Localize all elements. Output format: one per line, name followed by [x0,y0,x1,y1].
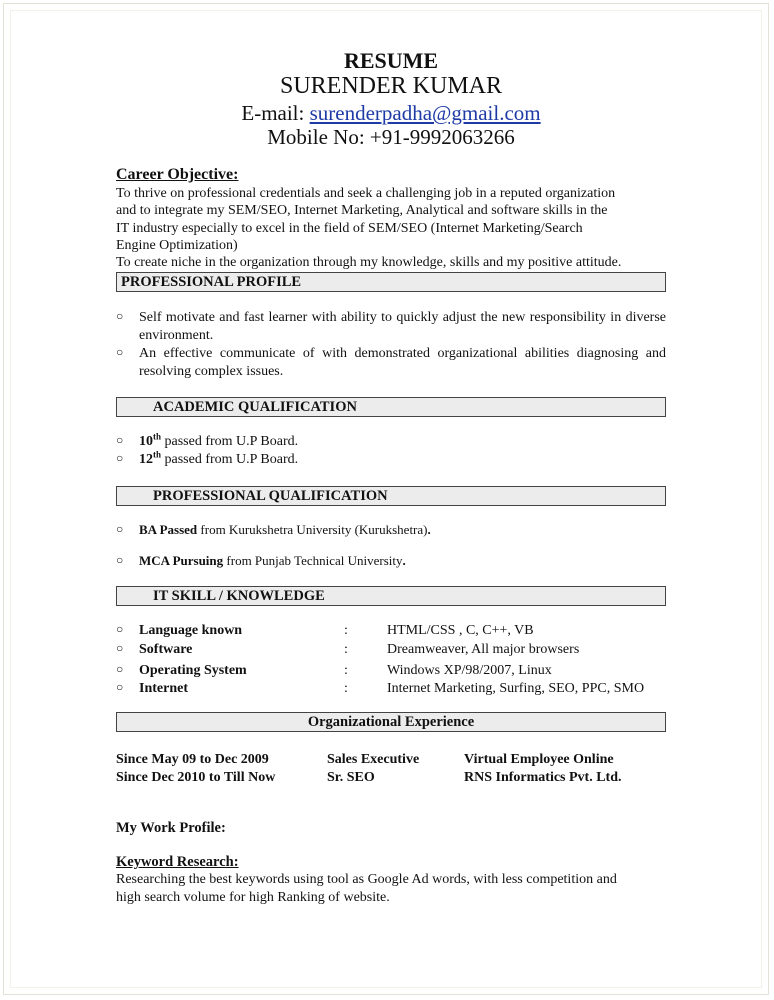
resume-header [116,48,666,149]
skill-colon: : [344,641,348,657]
skill-value: HTML/CSS , C, C++, VB [387,623,534,639]
degree-period: . [402,552,406,568]
skill-colon: : [344,662,348,678]
professional-qualification-header: PROFESSIONAL QUALIFICATION [116,486,666,506]
skill-colon: : [344,681,348,697]
email-link[interactable]: surenderpadha@gmail.com [309,100,541,125]
experience-company: Virtual Employee Online [464,752,614,768]
objective-line: IT industry especially to excel in the field of SEM/SEO (Internet Marketing/Search [116,220,583,236]
circle-bullet-icon: ○ [116,552,124,567]
skill-row [116,680,666,698]
degree-detail: from Kurukshetra University (Kurukshetra) [197,522,428,538]
circle-bullet-icon: ○ [116,640,124,655]
objective-line: To create niche in the organization through my knowledge, skills and my positive attitude. [116,255,622,271]
keyword-research-text [116,871,666,906]
career-objective-section [116,165,666,272]
degree-name: BA Passed [139,522,198,538]
academic-item-text: passed from U.P Board. [161,452,299,468]
email-label: E-mail: [241,100,310,125]
objective-line: and to integrate my SEM/SEO, Internet Marketing, Analytical and software skills in the [116,203,608,219]
circle-bullet-icon: ○ [116,308,124,323]
professional-profile-list [116,309,666,381]
organizational-experience-header: Organizational Experience [116,712,666,732]
skill-row [116,641,666,659]
profile-item-text: An effective communicate of with demonstrated organizational abilities diagnosing and resolving complex issues. [139,345,666,379]
career-objective-title: Career Objective: [116,166,239,184]
class-number: 12 [139,452,153,468]
skill-value: Windows XP/98/2007, Linux [387,662,552,678]
experience-list [116,751,666,786]
list-item [116,522,666,539]
list-item [116,309,666,345]
academic-list [116,433,666,469]
list-item [116,451,666,469]
professional-qualification-list [116,522,666,569]
circle-bullet-icon: ○ [116,344,124,359]
degree-period: . [427,522,431,538]
experience-role: Sr. SEO [327,769,375,785]
professional-profile-header: PROFESSIONAL PROFILE [116,272,666,292]
class-number: 10 [139,434,153,450]
resume-title: RESUME [343,48,439,73]
list-item [116,553,666,570]
circle-bullet-icon: ○ [116,680,124,695]
ordinal-suffix: th [153,449,162,460]
it-skill-list [116,622,666,698]
keyword-research-title: Keyword Research: [116,854,239,871]
skill-row [116,622,666,640]
keyword-research-line: high search volume for high Ranking of website. [116,889,390,905]
skill-label: Language known [139,623,243,639]
circle-bullet-icon: ○ [116,522,124,537]
list-item [116,433,666,451]
experience-period: Since May 09 to Dec 2009 [116,752,269,768]
keyword-research-line: Researching the best keywords using tool as Google Ad words, with less competition and [116,872,617,888]
resume-document [116,48,666,906]
circle-bullet-icon: ○ [116,661,124,676]
ordinal-suffix: th [153,431,162,442]
email-line [116,101,666,125]
skill-label: Operating System [139,662,247,678]
list-item [116,345,666,381]
objective-line: Engine Optimization) [116,238,238,254]
experience-period: Since Dec 2010 to Till Now [116,769,276,785]
it-skill-header: IT SKILL / KNOWLEDGE [116,586,666,606]
circle-bullet-icon: ○ [116,451,124,466]
degree-detail: from Punjab Technical University [223,552,403,568]
experience-row [116,751,666,769]
skill-value: Internet Marketing, Surfing, SEO, PPC, SMO [387,681,645,697]
degree-name: MCA Pursuing [139,552,224,568]
mobile-line: Mobile No: +91-9992063266 [267,125,515,150]
candidate-name: SURENDER KUMAR [279,73,503,100]
circle-bullet-icon: ○ [116,433,124,448]
work-profile-title: My Work Profile: [116,820,226,837]
objective-line: To thrive on professional credentials and seek a challenging job in a reputed organization [116,186,616,201]
skill-value: Dreamweaver, All major browsers [387,641,580,657]
experience-company: RNS Informatics Pvt. Ltd. [464,769,622,785]
skill-label: Software [139,641,193,657]
skill-colon: : [344,623,348,639]
experience-role: Sales Executive [327,752,420,768]
academic-qualification-header: ACADEMIC QUALIFICATION [116,397,666,417]
experience-row [116,769,666,787]
skill-row [116,662,666,680]
skill-label: Internet [139,681,188,697]
academic-item-text: passed from U.P Board. [161,434,299,450]
profile-item-text: Self motivate and fast learner with ability to quickly adjust the new responsibility in diverse environment. [139,309,666,343]
circle-bullet-icon: ○ [116,622,124,637]
